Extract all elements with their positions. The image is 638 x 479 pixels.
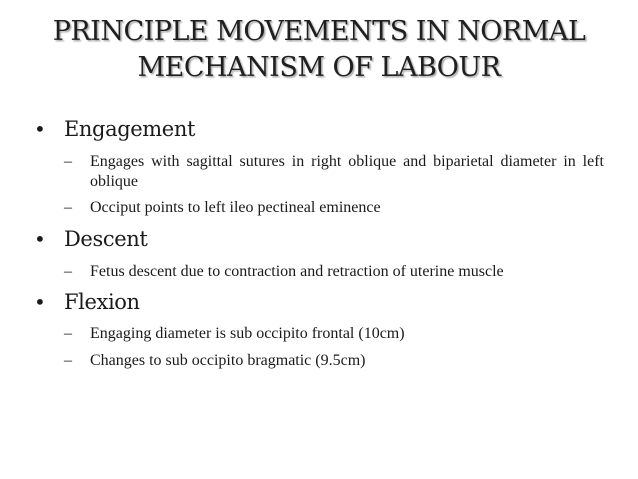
bullet-dot-icon: • <box>34 117 46 141</box>
sub-bullet <box>34 351 604 371</box>
bullet-dot-icon: • <box>34 227 46 251</box>
bullet-label: Descent <box>64 227 148 251</box>
sub-bullet-text: Engages with sagittal sutures in right oblique and biparietal diameter in left oblique <box>90 153 604 190</box>
bullet-label: Engagement <box>64 117 195 141</box>
sub-bullet <box>34 324 604 344</box>
slide-title <box>20 14 618 86</box>
dash-icon: – <box>64 199 72 216</box>
slide-title-line-2: MECHANISM OF LABOUR <box>137 52 501 83</box>
sub-bullet-text: Changes to sub occipito bragmatic (9.5cm) <box>90 352 366 369</box>
slide-title-line-1: PRINCIPLE MOVEMENTS IN NORMAL <box>52 16 586 47</box>
dash-icon: – <box>64 153 72 170</box>
dash-icon: – <box>64 263 72 280</box>
dash-icon: – <box>64 325 72 342</box>
bullet-descent <box>34 226 604 252</box>
bullet-label: Flexion <box>64 290 140 314</box>
sub-bullet <box>34 152 604 192</box>
bullet-list <box>34 116 604 371</box>
sub-bullet <box>34 262 604 282</box>
sub-bullet-text: Engaging diameter is sub occipito frontal (10cm) <box>90 325 405 342</box>
sub-bullet-text: Fetus descent due to contraction and retraction of uterine muscle <box>90 263 504 280</box>
bullet-dot-icon: • <box>34 290 46 314</box>
sub-bullet <box>34 198 604 218</box>
dash-icon: – <box>64 352 72 369</box>
sub-bullet-text: Occiput points to left ileo pectineal eminence <box>90 199 381 216</box>
bullet-flexion <box>34 289 604 315</box>
bullet-engagement <box>34 116 604 142</box>
